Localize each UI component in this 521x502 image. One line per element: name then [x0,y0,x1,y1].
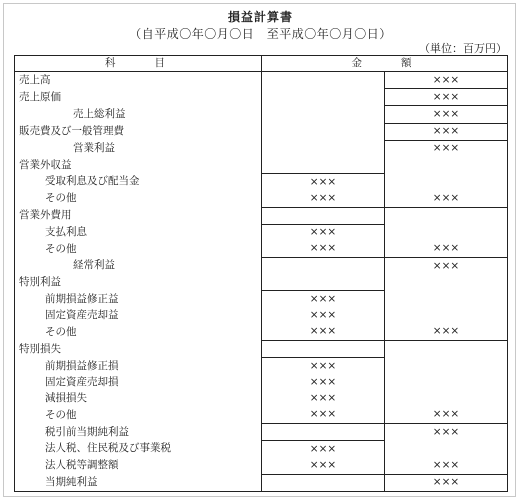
row-total: ××× [385,324,508,341]
row-amount: ××× [262,324,385,341]
income-statement-table [14,55,508,492]
header-amount: 金 額 [262,56,508,72]
row-total: ××× [385,89,508,106]
header-item: 科 目 [15,56,262,72]
row-total [385,308,508,324]
row-amount [262,274,385,291]
row-total: ××× [385,106,508,123]
table-row [15,324,508,341]
row-amount: ××× [262,391,385,407]
row-label: 税引前当期純利益 [45,425,129,438]
table-row [15,89,508,106]
table-row [15,258,508,275]
row-amount: ××× [262,190,385,207]
row-label: 売上原価 [19,90,61,103]
row-amount: ××× [262,241,385,258]
row-label: 売上高 [19,73,51,86]
table-row [15,274,508,291]
table-body [15,72,508,492]
row-amount [262,89,385,106]
unit-label: （単位：百万円） [419,42,507,55]
row-label: その他 [45,242,77,255]
table-row [15,374,508,390]
row-total: ××× [385,190,508,207]
row-label: 前期損益修正益 [45,292,119,305]
row-label: 販売費及び一般管理費 [19,125,124,138]
row-label: その他 [45,408,77,421]
row-amount: ××× [262,224,385,241]
row-label: 固定資産売却益 [45,309,119,322]
row-label: 受取利息及び配当金 [45,175,140,188]
row-amount [262,72,385,89]
row-amount: ××× [262,407,385,424]
row-amount [262,140,385,157]
row-amount: ××× [262,174,385,191]
row-total [385,207,508,224]
row-total [385,374,508,390]
row-total: ××× [385,407,508,424]
table-row [15,157,508,174]
row-label: 固定資産売却損 [45,375,119,388]
row-total: ××× [385,423,508,440]
row-label: 法人税、住民税及び事業税 [45,442,171,455]
row-total [385,291,508,308]
row-label: 前期損益修正損 [45,359,119,372]
row-label: 営業外費用 [19,209,72,222]
row-amount: ××× [262,308,385,324]
row-amount: ××× [262,374,385,390]
row-amount [262,106,385,123]
table-row [15,241,508,258]
row-total [385,224,508,241]
row-total: ××× [385,474,508,491]
table-row [15,190,508,207]
row-total [385,174,508,191]
row-label: 法人税等調整額 [45,459,119,472]
row-label: 営業利益 [73,142,115,155]
statement-period: （自平成〇年〇月〇日 至平成〇年〇月〇日） [129,27,392,41]
table-row [15,391,508,407]
row-amount: ××× [262,441,385,458]
row-label: 減損損失 [45,392,87,405]
row-total: ××× [385,123,508,140]
row-label: 特別損失 [19,342,61,355]
row-amount [262,157,385,174]
table-row [15,341,508,358]
table-row [15,291,508,308]
row-amount [262,474,385,491]
row-total [385,157,508,174]
table-row [15,358,508,375]
row-amount [262,423,385,440]
row-amount [262,123,385,140]
row-amount [262,258,385,275]
row-amount: ××× [262,291,385,308]
statement-title: 損益計算書 [227,10,293,24]
row-label: 特別利益 [19,276,61,289]
table-row [15,72,508,89]
table-row [15,123,508,140]
row-total [385,274,508,291]
row-label: 支払利息 [45,226,87,239]
row-total: ××× [385,258,508,275]
row-amount [262,341,385,358]
row-total [385,391,508,407]
table-row [15,207,508,224]
row-total: ××× [385,457,508,474]
row-total [385,358,508,375]
row-total: ××× [385,241,508,258]
table-row [15,224,508,241]
table-row [15,423,508,440]
row-label: 売上総利益 [73,107,126,120]
table-row [15,441,508,458]
table-row [15,407,508,424]
row-amount: ××× [262,457,385,474]
row-label: 営業外収益 [19,158,72,171]
table-row [15,308,508,324]
row-amount: ××× [262,358,385,375]
table-row [15,140,508,157]
row-amount [262,207,385,224]
table-row [15,174,508,191]
row-label: その他 [45,192,77,205]
row-total [385,341,508,358]
row-total: ××× [385,140,508,157]
table-row [15,457,508,474]
row-label: 当期純利益 [45,475,98,488]
row-total: ××× [385,72,508,89]
row-label: 経常利益 [73,259,115,272]
table-header-row [15,56,508,72]
row-total [385,441,508,458]
table-row [15,106,508,123]
table-row [15,474,508,491]
row-label: その他 [45,325,77,338]
